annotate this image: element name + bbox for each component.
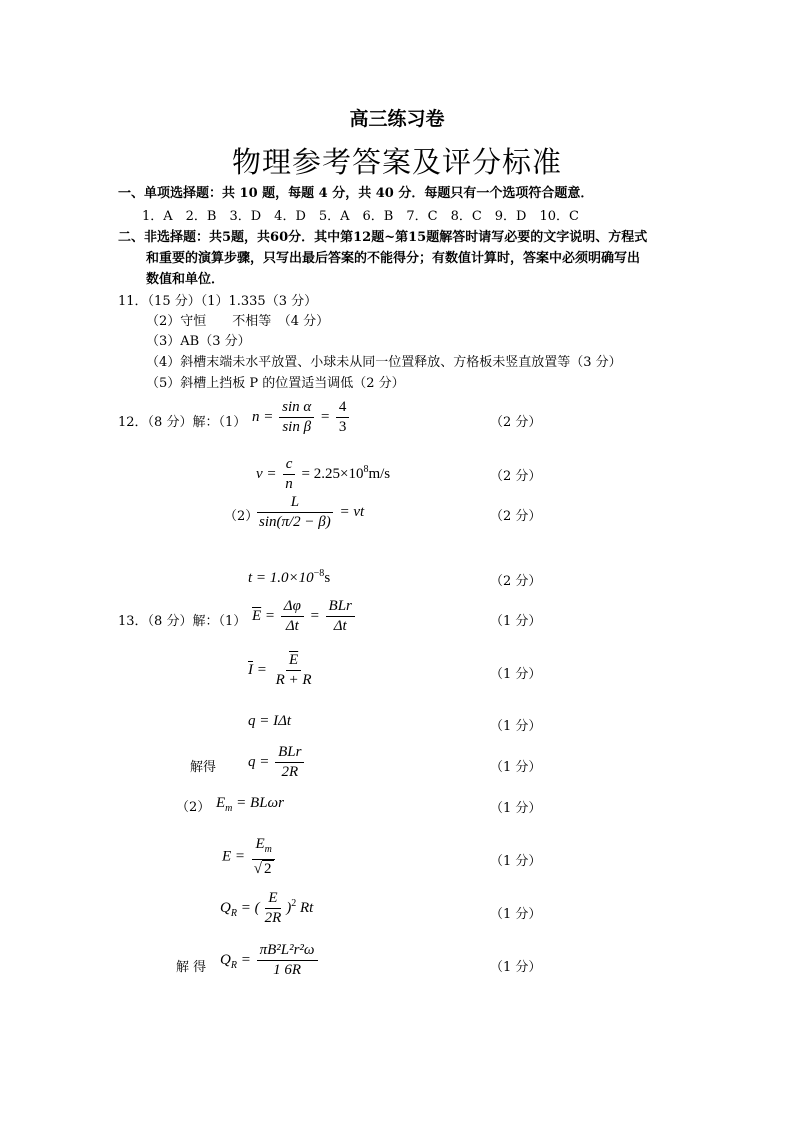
q12-prefix: 12．（8 分）解：（1） [118,415,247,430]
section2-heading-line2: 和重要的演算步骤，只写出最后答案的不能得分；有数值计算时，答案中必须明确写出 [146,251,641,266]
q11-line1: 11．（15 分）（1）1.335（3 分） [118,294,318,309]
q12-score-3: （2 分） [490,509,542,524]
q12-eq2-unit: m/s [368,465,391,482]
q13-eq5: $E_m = BL\omega r$ [216,795,284,814]
q13-score-1: （1 分） [490,614,542,629]
q13-solve2-label: 解 得 [176,960,207,975]
q13-eq6-lhs: E = [222,848,246,865]
q12-eq1-lhs: n = [252,408,274,425]
q12-eq1-den2: 3 [338,419,347,435]
section1-heading: 一、单项选择题：共 10 题，每题 4 分，共 40 分．每题只有一个选项符合题意． [118,186,594,201]
q12-score-2: （2 分） [490,469,542,484]
q13-eq6-num: E [255,836,265,852]
q13-eq1-lhs: $\overline{E}$ [252,607,262,624]
q13-eq4-lhs: q = [248,753,270,770]
q12-eq4-lhs: t = 1.0×10 [248,570,314,586]
q13-eq4 [248,744,306,781]
q12-eq3 [254,494,364,531]
q13-eq4-den: 2R [281,764,299,780]
q12-eq1-fraction2 [336,399,350,436]
q13-eq1: $\overline{E}$ = $\frac{\Delta\varphi}{\Delta t}$ = $\frac{\text{BLr}}{\Delta t}$ [252,598,357,635]
q13-eq1-den1: Δt [285,618,299,634]
q13-eq2-num: $\overline{E}$ [286,652,301,671]
q13-eq1-den2: Δt [333,618,347,634]
q13-eq2-den: R + R [275,672,312,688]
q13-eq8-fraction [257,942,318,979]
q12-eq4-unit: s [324,570,331,586]
q13-eq1-fraction1 [281,598,304,635]
q11-line3: （3）AB（3 分） [146,334,251,349]
q13-score-8: （1 分） [490,960,542,975]
q12-eq2-rhs: = 2.25×10 [301,465,364,482]
section2-heading-line1: 二、非选择题：共5题，共60分．其中第12题~第15题解答时请写必要的文字说明、方程式 [118,230,648,245]
section2-heading-line3: 数值和单位． [146,272,225,287]
q13-eq2-fraction [273,652,315,689]
q12-eq1-num1: sin α [279,399,314,418]
q13-eq4-num: BLr [275,744,304,763]
q11-line4: （4）斜槽末端未水平放置、小球未从同一位置释放、方格板未竖直放置等（3 分） [146,355,622,370]
q12-eq1-eq: = [320,408,331,425]
q13-eq7-num: E [265,890,280,909]
q12-eq4 [248,568,330,587]
q13-eq6-den-wrap: √ 2 [253,861,272,877]
q13-score-5: （1 分） [490,801,542,816]
q12-eq1-den1: sin β [282,419,312,435]
q13-eq1-num2: BLr [326,598,355,617]
q13-eq2-lhs: $\overline{I}$ [248,661,253,678]
q13-eq2: $\overline{I}$ = $\frac{\overline{E}}{R + R}$ [248,652,317,689]
q13-solve1-label: 解得 [190,760,217,775]
q13-eq7-rhs: Rt [300,899,314,916]
q13-score-6: （1 分） [490,854,542,869]
q13-eq7-fraction [262,890,285,927]
q12-score-4: （2 分） [490,574,542,589]
q12-eq3-den: sin(π/2 − β) [259,514,331,530]
q12-score-1: （2 分） [490,415,542,430]
q13-eq5-rhs: = BLωr [236,795,284,811]
q12-eq2-fraction [282,456,296,493]
q13-score-4: （1 分） [490,760,542,775]
q13-score-2: （1 分） [490,667,542,682]
q12-eq2-exp: 8 [363,463,369,475]
q13-eq6-fraction [251,836,277,878]
q13-prefix: 13．（8 分）解：（1） [118,614,247,629]
q12-eq3-rhs: = vt [339,503,365,520]
q12-eq3-num: L [257,494,333,513]
q12-eq3-fraction [256,494,334,531]
q11-line5: （5）斜槽上挡板 P 的位置适当调低（2 分） [146,376,405,391]
q12-eq1-num2: 4 [336,399,350,418]
q13-eq6-den: 2 [264,861,272,877]
q13-eq3: q = IΔt [248,713,292,729]
document-title: 高三练习卷 [349,108,445,130]
q11-line2: （2）守恒 不相等 （4 分） [146,314,330,329]
q13-eq8: $Q_R$ = $\frac{\text{πB²L²r²ω}}{1 6R}$ [220,942,320,979]
q13-eq8-den: 1 6R [273,962,302,978]
q13-eq6-num-wrap: $E_m$ [252,836,274,860]
q13-score-7: （1 分） [490,907,542,922]
q12-part2-label: （2） [224,509,259,524]
q13-eq1-fraction2 [326,598,355,635]
q13-eq8-num: πB²L²r²ω [257,942,318,961]
q13-eq6 [222,836,279,878]
q12-eq1 [252,399,351,436]
q13-eq7: $Q_R$ = ( $\frac{E}{2R}$ )$^2$ Rt [220,890,314,926]
q13-eq1-num1: Δφ [281,598,304,617]
q13-part2-label: （2） [176,800,211,815]
q12-eq2 [256,456,390,493]
q13-score-3: （1 分） [490,719,542,734]
section1-answers: 1．A 2．B 3．D 4．D 5．A 6．B 7．C 8．C 9．D 10．C [142,209,579,224]
q13-eq7-den: 2R [264,910,282,926]
q13-eq4-fraction [275,744,304,781]
q12-eq1-fraction1 [279,399,314,436]
q12-eq2-den: n [285,476,293,492]
q12-eq4-exp: −8 [313,568,325,579]
document-subtitle: 物理参考答案及评分标准 [231,145,562,179]
q12-eq2-lhs: v = [256,465,277,482]
q12-eq2-num: c [283,456,296,475]
